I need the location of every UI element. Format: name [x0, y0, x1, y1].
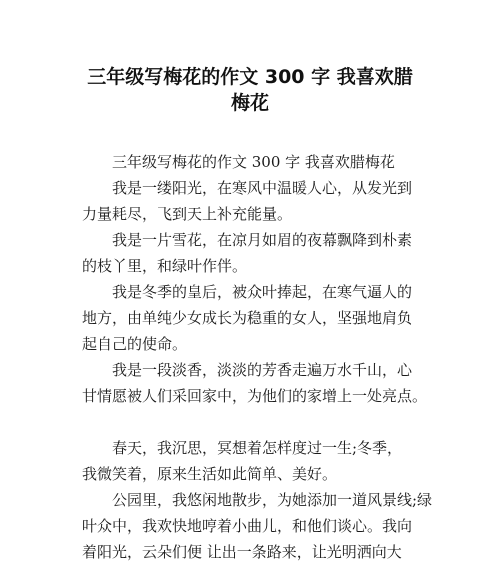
paragraph-line: 公园里，我悠闲地散步，为她添加一道风景线;绿: [112, 491, 433, 509]
paragraph-line: 春天，我沉思，冥想着怎样度过一生;冬季，: [112, 439, 403, 457]
paragraph-line: 力量耗尽，飞到天上补充能量。: [82, 205, 293, 223]
paragraph-line: 我微笑着，原来生活如此简单、美好。: [82, 465, 338, 483]
paragraph-line: 地方，由单纯少女成长为稳重的女人，坚强地肩负: [82, 309, 413, 327]
paragraph-line: 我是一片雪花，在凉月如眉的夜幕飘降到朴素: [112, 231, 413, 249]
paragraph-line: 的枝丫里，和绿叶作伴。: [82, 257, 248, 275]
paragraph-line: 甘情愿被人们采回家中，为他们的家增上一处亮点。: [82, 387, 428, 405]
paragraph-line: 起自己的使命。: [82, 335, 188, 353]
paragraph-line: 着阳光，云朵们便 让出一条路来，让光明洒向大: [82, 543, 402, 561]
paragraph-line: 我是冬季的皇后，被众叶捧起，在寒气逼人的: [112, 283, 413, 301]
body-subtitle-line: 三年级写梅花的作文 300 字 我喜欢腊梅花: [112, 153, 395, 171]
paragraph-line: 我是一缕阳光，在寒风中温暖人心，从发光到: [112, 179, 413, 197]
document-title-line-1: 三年级写梅花的作文 300 字 我喜欢腊: [87, 66, 413, 88]
paragraph-line: 我是一段淡香，淡淡的芳香走遍万水千山，心: [112, 361, 413, 379]
paragraph-line: 叶众中，我欢快地哼着小曲儿，和他们谈心。我向: [82, 517, 413, 535]
document-title-line-2: 梅花: [230, 92, 269, 114]
